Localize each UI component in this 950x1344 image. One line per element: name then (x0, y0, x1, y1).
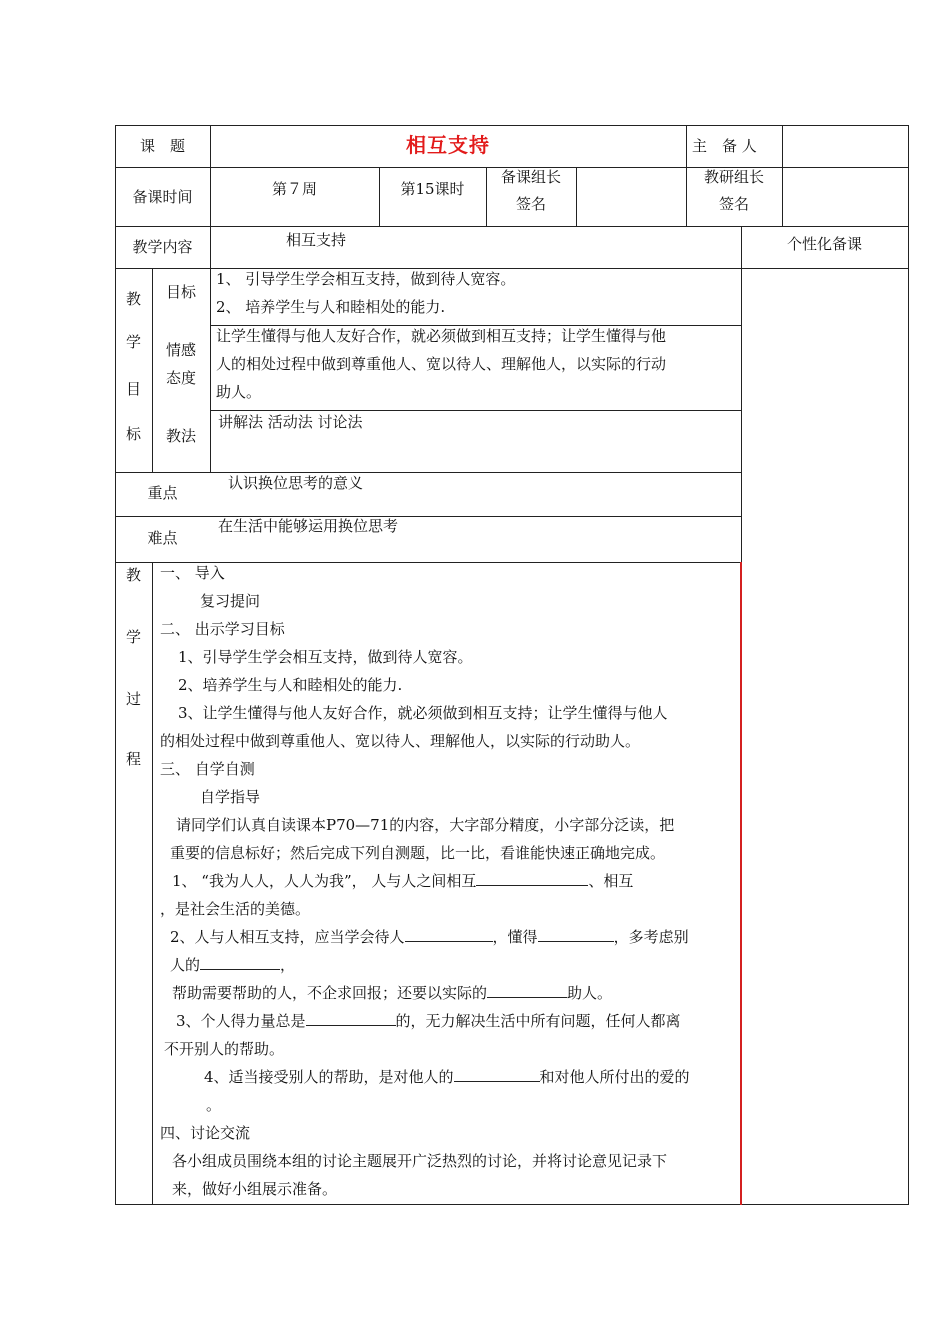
question-2-cont: 帮助需要帮助的人，不企求回报；还要以实际的 助人。 (172, 979, 612, 1007)
goal-text: 1、 引导学生学会相互支持，做到待人宽容。 2、 培养学生与人和睦相处的能力. (216, 270, 516, 316)
question-1-cont: ，是社会生活的美德。 (160, 900, 311, 918)
section-2-item: 3、让学生懂得与他人友好合作，就必须做到相互支持；让学生懂得与他人 (178, 704, 668, 722)
section-2-item: 的相处过程中做到尊重他人、宽以待人、理解他人，以实际的行动助人。 (160, 732, 641, 750)
prep-time-label: 备课时间 (132, 188, 193, 206)
week-value: 第７周 (271, 180, 317, 198)
method-text: 讲解法 活动法 讨论法 (218, 413, 363, 431)
answer-blank[interactable] (405, 923, 493, 942)
section-4-title: 四、讨论交流 (160, 1124, 251, 1142)
emotion-text: 让学生懂得与他人友好合作，就必须做到相互支持；让学生懂得与他 人的相处过程中做到尊重他人、宽以待人、理解他人，以实际的行动 助人。 (216, 327, 667, 401)
answer-blank[interactable] (454, 1063, 540, 1082)
preparer-label: 主 备 人 (692, 137, 757, 155)
section-3-sub: 自学指导 (200, 788, 261, 806)
section-2-item: 2、培养学生与人和睦相处的能力. (178, 676, 403, 694)
personalized-label: 个性化备课 (786, 235, 862, 253)
difficulty-label: 难点 (147, 529, 178, 547)
question-3: 3、个人得力量总是 的，无力解决生活中所有问题，任何人都离 (176, 1007, 681, 1035)
question-3-cont: 不开别人的帮助。 (164, 1040, 285, 1058)
section-2-item: 1、引导学生学会相互支持，做到待人宽容。 (178, 648, 473, 666)
emotion-label: 情感 态度 (165, 341, 196, 387)
question-2: 2、人与人相互支持，应当学会待人 ，懂得 ，多考虑别 (170, 923, 689, 951)
section-3-title: 三、 自学自测 (160, 760, 255, 778)
lesson-value: 第15课时 (400, 180, 465, 198)
section-3-guide: 重要的信息标好；然后完成下列自测题，比一比，看谁能快速正确地完成。 (170, 844, 666, 862)
question-4: 4、适当接受别人的帮助，是对他人的 和对他人所付出的爱的 (204, 1063, 690, 1091)
goal-label: 目标 (165, 283, 196, 301)
section-1-sub: 复习提问 (200, 592, 261, 610)
section-2-title: 二、 出示学习目标 (160, 620, 285, 638)
method-label: 教法 (165, 427, 196, 445)
section-4-text: 来，做好小组展示准备。 (172, 1180, 338, 1198)
question-2-cont: 人的 ， (170, 951, 295, 979)
preparer-name-field[interactable] (782, 126, 908, 167)
question-4-cont: 。 (206, 1096, 222, 1114)
research-leader-sign-label: 教研组长 签名 (703, 168, 764, 213)
answer-blank[interactable] (538, 923, 614, 942)
content-label: 教学内容 (132, 238, 193, 256)
key-point-label: 重点 (147, 484, 178, 502)
research-leader-sign-field[interactable] (783, 168, 908, 226)
answer-blank[interactable] (306, 1007, 396, 1026)
topic-label: 课 题 (139, 137, 185, 155)
answer-blank[interactable] (200, 951, 280, 970)
difficulty-text: 在生活中能够运用换位思考 (218, 517, 399, 535)
answer-blank[interactable] (487, 979, 567, 998)
section-1-title: 一、 导入 (160, 564, 225, 582)
key-point-text: 认识换位思考的意义 (228, 474, 364, 492)
content-value: 相互支持 (286, 231, 347, 249)
answer-blank[interactable] (476, 867, 588, 886)
question-1: 1、 “我为人人，人人为我”， 人与人之间相互 、相互 (172, 867, 633, 895)
group-leader-sign-field[interactable] (577, 168, 686, 226)
page-title: 相互支持 (406, 133, 490, 157)
section-4-text: 各小组成员围绕本组的讨论主题展开广泛热烈的讨论，并将讨论意见记录下 (172, 1152, 668, 1170)
section-3-guide: 请同学们认真自读课本P70—71的内容，大字部分精度，小字部分泛读，把 (176, 816, 675, 834)
group-leader-sign-label: 备课组长 签名 (500, 168, 561, 213)
